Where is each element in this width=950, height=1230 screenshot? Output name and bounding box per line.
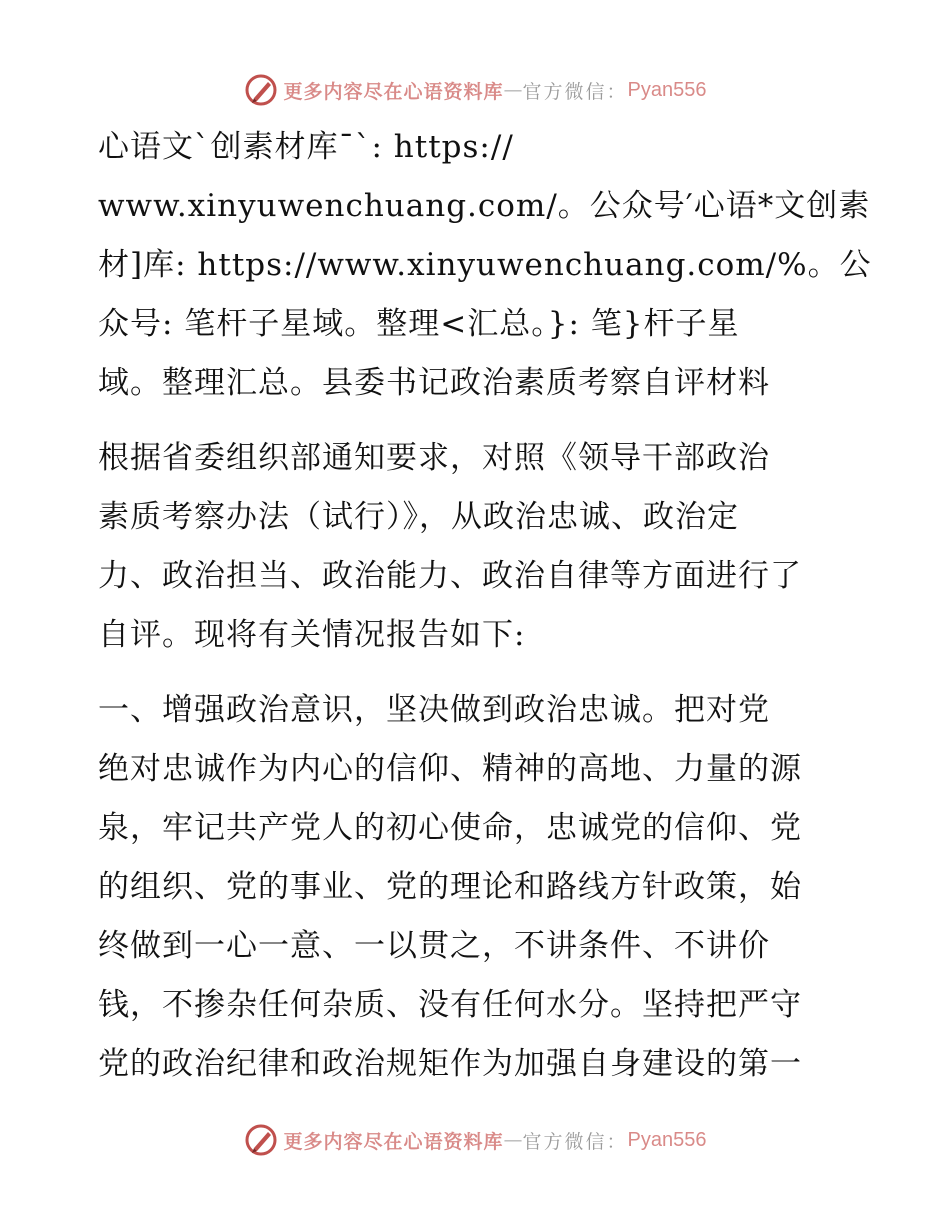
text-line: 力、政治担当、政治能力、政治自律等方面进行了 <box>98 558 802 594</box>
banner-wechat-label: 官方微信： <box>522 1130 628 1153</box>
text-line: 域。整理汇总。县委书记政治素质考察自评材料 <box>98 365 770 401</box>
paragraph-preface <box>98 429 868 665</box>
banner-text: 更多内容尽在心语资料库 <box>283 80 504 103</box>
pen-logo-icon <box>244 73 278 107</box>
text-line: 终做到一心一意、一以贯之，不讲条件、不讲价 <box>98 928 770 964</box>
banner-dash: — <box>503 79 523 101</box>
text-line: 心语文`创素材库¯`: https:// <box>98 129 514 165</box>
banner-dash: — <box>503 1129 523 1151</box>
paragraph-intro <box>98 118 872 413</box>
text-line: 众号: 笔杆子星域。整理<汇总。}: 笔}杆子星 <box>98 306 740 342</box>
banner-wechat-label: 官方微信： <box>522 80 628 103</box>
text-line: 党的政治纪律和政治规矩作为加强自身建设的第一 <box>98 1046 802 1082</box>
header-watermark-banner <box>0 70 950 110</box>
text-line: 材]库: https://www.xinyuwenchuang.com/%。公 <box>98 247 872 283</box>
text-line: 自评。现将有关情况报告如下: <box>98 617 526 653</box>
text-line: 钱，不掺杂任何杂质、没有任何水分。坚持把严守 <box>98 987 802 1023</box>
text-line: 绝对忠诚作为内心的信仰、精神的高地、力量的源 <box>98 751 802 787</box>
text-line: 一、增强政治意识，坚决做到政治忠诚。把对党 <box>98 692 770 728</box>
banner-wechat-id: Pyan556 <box>627 78 707 101</box>
pen-logo-icon <box>244 1123 278 1157</box>
text-line: 素质考察办法（试行）》，从政治忠诚、政治定 <box>98 499 739 535</box>
text-line: www.xinyuwenchuang.com/。公众号′心语*文创素 <box>98 188 871 224</box>
paragraph-section-one <box>98 681 868 1094</box>
footer-watermark-banner <box>0 1120 950 1160</box>
text-line: 的组织、党的事业、党的理论和路线方针政策，始 <box>98 869 802 905</box>
document-body <box>98 118 872 1110</box>
banner-text: 更多内容尽在心语资料库 <box>283 1130 504 1153</box>
banner-wechat-id: Pyan556 <box>627 1128 707 1151</box>
text-line: 根据省委组织部通知要求，对照《领导干部政治 <box>98 440 770 476</box>
text-line: 泉，牢记共产党人的初心使命，忠诚党的信仰、党 <box>98 810 802 846</box>
